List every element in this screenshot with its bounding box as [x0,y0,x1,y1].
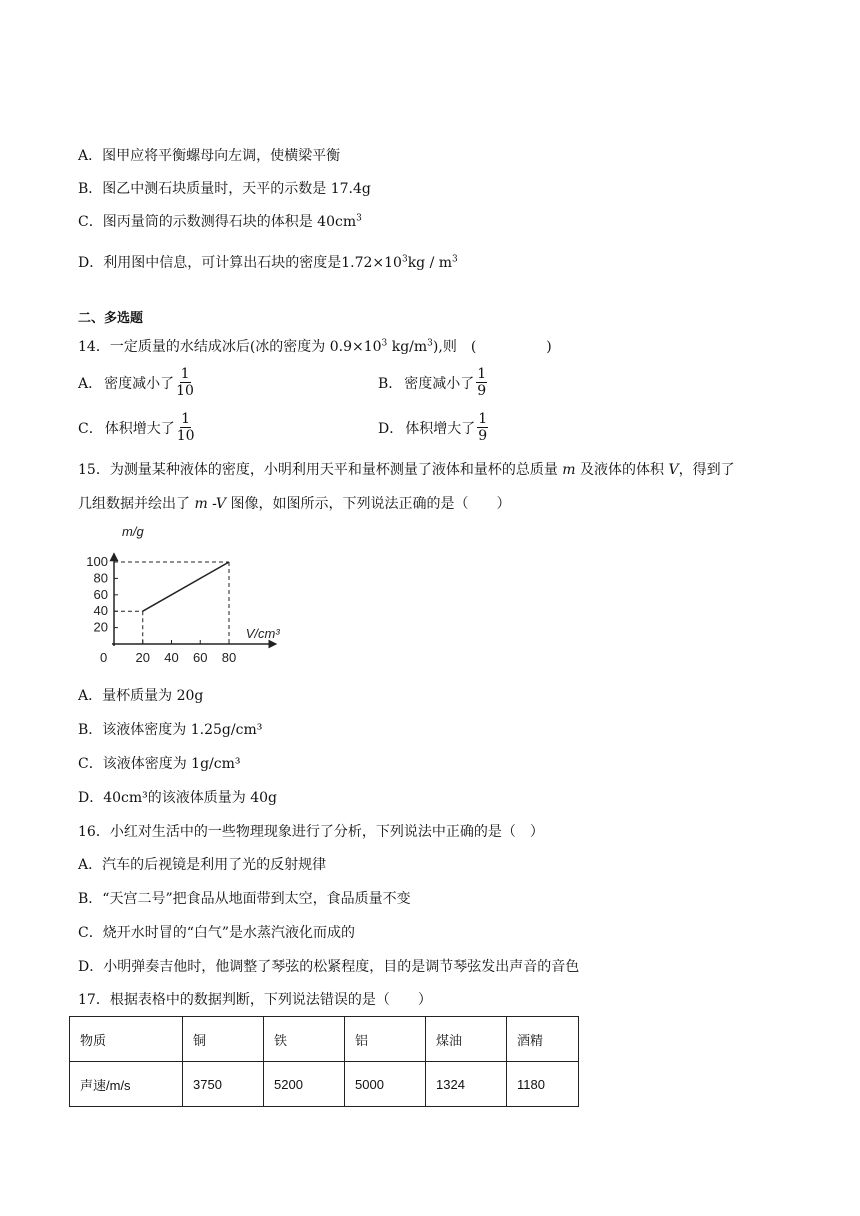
section-title: 二、多选题 [78,311,144,326]
x-tick-label: 0 [100,650,108,665]
table-cell: 1324 [426,1062,507,1107]
q15-stem-line1: 15．为测量某种液体的密度，小明利用天平和量杯测量了液体和量杯的总质量 m 及液体的体积 V，得到了 [78,462,735,478]
q16-option-c: C．烧开水时冒的“白气”是水蒸汽液化而成的 [78,925,356,941]
fraction: $\frac{1}{10}$ [176,411,195,444]
fraction: $\frac{1}{9}$ [478,411,488,444]
q17-stem: 17．根据表格中的数据判断，下列说法错误的是（ ） [78,992,432,1008]
q14-option-d: D． 体积增大了 $\frac{1}{9}$ [378,411,488,444]
table-cell: 铜 [183,1017,264,1062]
fraction: $\frac{1}{9}$ [477,366,487,399]
q14-stem: 14．一定质量的水结成冰后(冰的密度为 $0.9\times 10^3$ $kg/m^3$),则 ( ) [78,338,552,355]
table-row [70,1062,579,1107]
table-cell: 1180 [507,1062,579,1107]
q13-option-d: D．利用图中信息，可计算出石块的密度是$1.72\times 10^3kg / m^3$ [78,254,458,271]
q15-stem-line2: 几组数据并绘出了 m -V 图像，如图所示，下列说法正确的是（ ） [78,496,511,512]
table-cell: 酒精 [507,1017,579,1062]
x-axis-label: V/cm³ [245,626,280,641]
y-tick-label: 100 [86,554,108,569]
table-cell: 铝 [345,1017,426,1062]
y-tick-label: 60 [93,586,108,602]
data-line [143,562,229,611]
q13-option-b: B．图乙中测石块质量时，天平的示数是 17.4g [78,181,371,197]
y-axis-label: m/g [122,524,144,539]
q14-option-a: A． 密度减小了 $\frac{1}{10}$ [78,366,194,399]
table-cell: 3750 [183,1062,264,1107]
y-tick-label: 40 [93,603,108,619]
x-tick-label: 60 [193,650,208,665]
q15-option-a: A．量杯质量为 20g [78,688,204,704]
table-cell: 煤油 [426,1017,507,1062]
m-v-chart [86,522,306,670]
table-cell: 5000 [345,1062,426,1107]
q16-option-a: A．汽车的后视镜是利用了光的反射规律 [78,857,327,873]
q16-stem: 16．小红对生活中的一些物理现象进行了分析，下列说法中正确的是（ ） [78,824,544,840]
table-cell: 5200 [264,1062,345,1107]
table-cell: 声速/m/s [70,1062,183,1107]
q14-option-c: C． 体积增大了 $\frac{1}{10}$ [78,411,195,444]
q15-option-b: B．该液体密度为 1.25g/cm³ [78,722,263,738]
x-tick-label: 20 [135,650,150,665]
y-tick-label: 80 [93,570,108,586]
q15-option-c: C．该液体密度为 1g/cm³ [78,756,241,772]
q13-option-a: A．图甲应将平衡螺母向左调，使横梁平衡 [78,148,341,164]
q14-option-b: B． 密度减小了 $\frac{1}{9}$ [378,366,487,399]
y-tick-label: 20 [93,619,108,635]
x-tick-label: 40 [164,650,179,665]
table-cell: 铁 [264,1017,345,1062]
table-cell: 物质 [70,1017,183,1062]
q16-option-d: D．小明弹奏吉他时，他调整了琴弦的松紧程度，目的是调节琴弦发出声音的音色 [78,959,580,975]
table-header-row [70,1017,579,1062]
q13-option-c: C．图丙量筒的示数测得石块的体积是 $40cm^3$ [78,213,362,230]
sound-speed-table [69,1016,579,1107]
x-tick-label: 80 [221,650,237,665]
q16-option-b: B．“天宫二号”把食品从地面带到太空，食品质量不变 [78,891,411,907]
q15-option-d: D．40cm³的该液体质量为 40g [78,790,278,806]
fraction: $\frac{1}{10}$ [176,366,194,399]
